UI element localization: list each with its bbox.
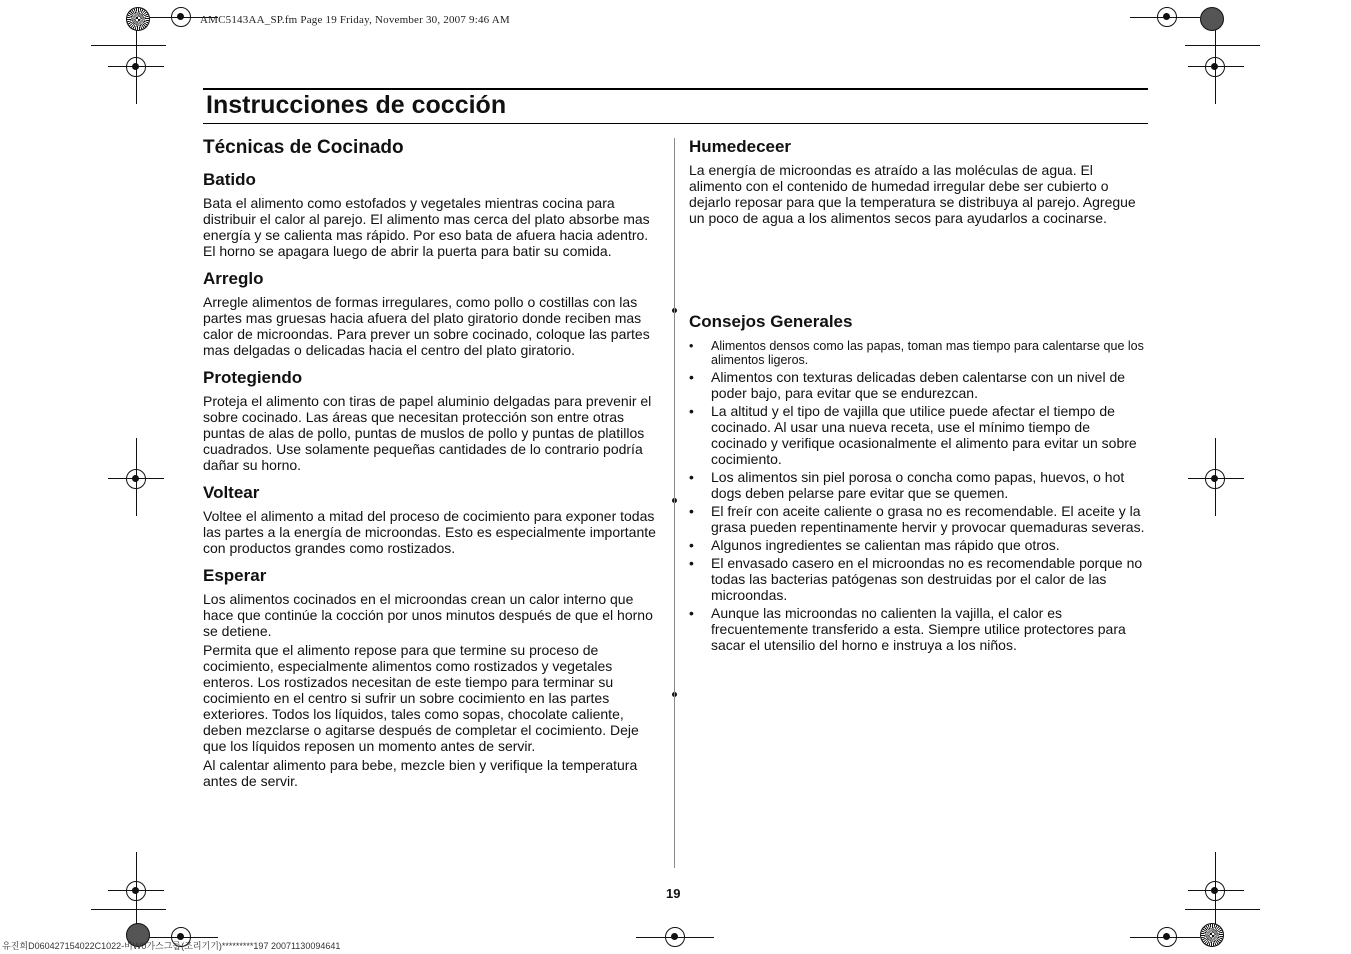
registration-mark-icon <box>1205 57 1225 77</box>
page-title: Instrucciones de cocción <box>206 91 507 119</box>
paragraph: Permita que el alimento repose para que termine su proceso de cocimiento, especialmente alimentos como rostizados y vegetales enteros. Los rostizados necesitan de este tiempo para terminar su cocimiento en el centro si sufrir un sobre cocimiento en las partes exteriores. Todos los líquidos, tales como sopas, chocolate caliente, deben mezclarse o agitarse después de completar el cocimiento. Deje que los líquidos reposen un momento antes de servir. <box>203 642 639 754</box>
registration-mark-icon <box>126 881 146 901</box>
registration-mark-icon <box>1157 927 1177 947</box>
crop-mark <box>91 45 166 46</box>
section-voltear <box>203 482 661 556</box>
list-item: • Alimentos con texturas delicadas deben calentarse con un nivel de poder bajo, para evitar que se endurezcan. <box>689 369 1126 401</box>
right-column <box>689 136 1147 235</box>
tips-list <box>689 339 1147 653</box>
section-heading-humedecer: Humedeceer <box>689 137 792 156</box>
crop-mark <box>91 909 166 910</box>
paragraph: Bata el alimento como estofados y vegetales mientras cocina para distribuir el calor al parejo. El alimento mas cerca del plato absorbe mas energía y se calienta mas rápido. Por eso bata de afuera hacia adentro. El horno se apagara luego de abrir la puerta para batir su comida. <box>203 195 650 259</box>
list-item: • El envasado casero en el microondas no es recomendable porque no todas las bacterias patógenas son destruidas por el calor de las microondas. <box>689 555 1143 603</box>
print-header: AMC5143AA_SP.fm Page 19 Friday, November 30, 2007 9:46 AM <box>200 14 510 26</box>
bullet-icon: • <box>689 369 694 385</box>
section-heading: Técnicas de Cocinado <box>203 137 404 158</box>
registration-mark-icon <box>126 57 146 77</box>
registration-mark-icon <box>171 7 191 27</box>
registration-mark-icon <box>665 927 685 947</box>
section-heading-consejos: Consejos Generales <box>689 312 853 331</box>
registration-mark-icon <box>126 469 146 489</box>
bullet-icon: • <box>689 403 694 419</box>
paragraph: Arregle alimentos de formas irregulares, como pollo o costillas con las partes mas gruesas hacia afuera del plato giratorio donde reciben mas calor de microondas. Para prever un sobre cocinado, coloque las partes mas delgadas o delicadas hacia el centro del plato giratorio. <box>203 294 650 358</box>
list-item: • Alimentos densos como las papas, toman mas tiempo para calentarse que los alimentos ligeros. <box>689 339 1144 367</box>
subsection-title: Voltear <box>203 483 260 502</box>
title-rule-bottom <box>203 123 1148 124</box>
consejos-section <box>689 311 1147 655</box>
list-item: • La altitud y el tipo de vajilla que utilice puede afectar el tiempo de cocinado. Al usar una nueva receta, use el mínimo tiempo de cocinado y verifique ocasionalmente el alimento para evitar un sobre cocimiento. <box>689 403 1137 467</box>
registration-mark-icon <box>1205 469 1225 489</box>
paragraph: Al calentar alimento para bebe, mezcle bien y verifique la temperatura antes de servir. <box>203 757 638 789</box>
bullet-icon: • <box>689 537 694 553</box>
print-footer: 유진희D060427154022C1022-비W0가스그룹(조리기기)*********197 20071130094641 <box>2 941 341 951</box>
bullet-icon: • <box>689 605 694 621</box>
list-item: • El freír con aceite caliente o grasa no es recomendable. El aceite y la grasa pueden repentinamente hervir y provocar quemaduras severas. <box>689 503 1145 535</box>
registration-mark-icon <box>1205 881 1225 901</box>
page-number: 19 <box>666 886 681 901</box>
paragraph: Voltee el alimento a mitad del proceso de cocimiento para exponer todas las partes a la energía de microondas. Esto es especialmente importante con productos grandes como rostizados. <box>203 508 656 556</box>
list-item: • Aunque las microondas no calienten la vajilla, el calor es frecuentemente transferido a esta. Siempre utilice protectores para sacar el utensilio del horno e instruya a los niños. <box>689 605 1126 653</box>
subsection-title: Protegiendo <box>203 368 303 387</box>
paragraph: Proteja el alimento con tiras de papel aluminio delgadas para prevenir el sobre cocinado. Las áreas que necesitan protección son entre otras puntas de alas de pollo, puntas de muslos de pollo y puntas de platillos cuadrados. Use solamente pequeñas cantidades de lo contrario podría dañar su horno. <box>203 393 652 473</box>
bullet-icon: • <box>689 503 694 519</box>
registration-mark-icon <box>1157 7 1177 27</box>
crop-mark <box>1185 909 1260 910</box>
color-target-icon <box>126 7 150 31</box>
subsection-title: Batido <box>203 170 256 189</box>
section-esperar <box>203 565 661 789</box>
bullet-icon: • <box>689 339 694 353</box>
color-target-icon <box>1200 923 1224 947</box>
column-divider <box>674 138 675 868</box>
color-target-icon <box>1200 7 1224 31</box>
section-batido <box>203 169 661 259</box>
bullet-icon: • <box>689 469 694 485</box>
paragraph: La energía de microondas es atraído a las moléculas de agua. El alimento con el contenido de humedad irregular debe ser cubierto o dejarlo reposar para que la temperatura se distribuya al parejo. Agregue un poco de agua a los alimentos secos para ayudarlos a cocinarse. <box>689 162 1136 226</box>
subsection-title: Esperar <box>203 566 267 585</box>
list-item: • Algunos ingredientes se calientan mas rápido que otros. <box>689 537 1060 553</box>
bullet-icon: • <box>689 555 694 571</box>
paragraph: Los alimentos cocinados en el microondas crean un calor interno que hace que continúe la cocción por unos minutos después de que el horno se detiene. <box>203 591 653 639</box>
section-arreglo <box>203 268 661 358</box>
left-column <box>203 136 661 792</box>
subsection-title: Arreglo <box>203 269 264 288</box>
list-item: • Los alimentos sin piel porosa o concha como papas, huevos, o hot dogs deben pelarse pare evitar que se quemen. <box>689 469 1125 501</box>
section-protegiendo <box>203 367 661 473</box>
crop-mark <box>1185 45 1260 46</box>
